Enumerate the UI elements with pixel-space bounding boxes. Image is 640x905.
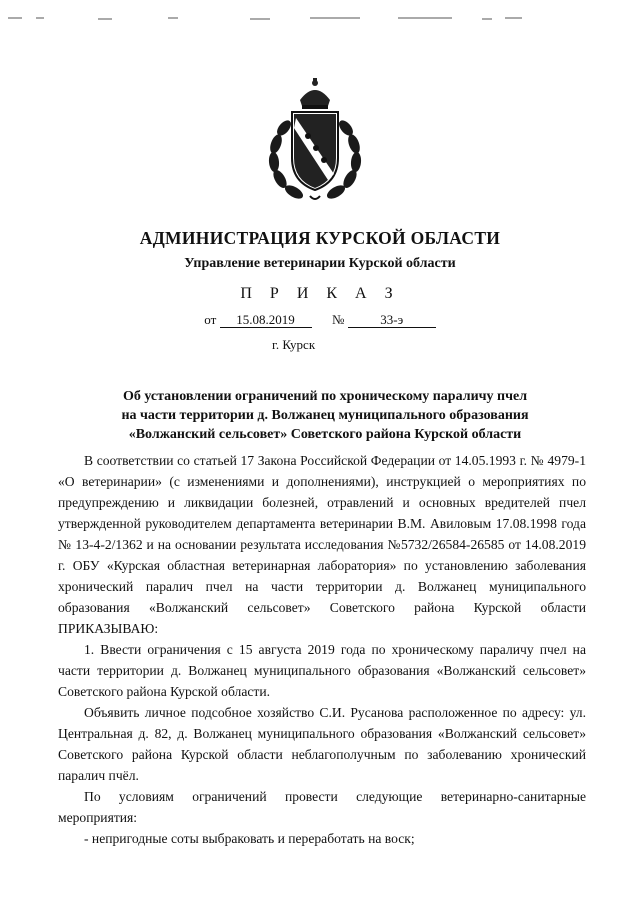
order-date: 15.08.2019 — [220, 312, 312, 328]
document-body — [58, 450, 586, 849]
document-title-line: Об установлении ограничений по хроническому параличу пчел — [122, 389, 528, 404]
paragraph-item-1: 1. Ввести ограничения с 15 августа 2019 года по хроническому параличу пчел на части территории д. Волжанец муниципального образования «Волжанский сельсовет» Советского района Курской области. — [58, 642, 586, 699]
document-type: П Р И К А З — [240, 285, 400, 302]
paragraph-measure-item: - непригодные соты выбраковать и переработать на воск; — [84, 831, 415, 846]
organization-name: АДМИНИСТРАЦИЯ КУРСКОЙ ОБЛАСТИ — [139, 228, 501, 248]
number-sign: № — [332, 312, 345, 327]
order-number: 33-э — [348, 312, 436, 328]
coat-of-arms-emblem — [256, 78, 374, 204]
order-date-number-line — [0, 312, 640, 328]
date-prefix: от — [204, 312, 217, 327]
paragraph-measures: По условиям ограничений провести следующие ветеринарно-санитарные мероприятия: — [58, 789, 586, 825]
document-title-line: на части территории д. Волжанец муниципального образования — [121, 408, 529, 423]
department-name: Управление ветеринарии Курской области — [184, 256, 456, 271]
scan-artifact-line — [0, 14, 640, 22]
document-title-line: «Волжанский сельсовет» Советского района Курской области — [128, 427, 522, 442]
city: г. Курск — [272, 337, 316, 352]
paragraph-preamble: В соответствии со статьей 17 Закона Российской Федерации от 14.05.1993 г. № 4979-1 «О ветеринарии» (с изменениями и дополнениями), инструкцией о мероприятиях по предупреждению и ликвидации болезней, отравлений и основных вредителей пчел утвержденной руководителем департамента ветеринарии В.М. Авиловым 17.08.1998 года № 13-4-2/1362 и на основании результата исследования №5732/26584-26585 от 14.08.2019 г. ОБУ «Курская областная ветеринарная лаборатория» по установлению заболевания хронический паралич пчел на части территории д. Волжанец муниципального образования «Волжанский сельсовет» Советского района Курской области ПРИКАЗЫВАЮ: — [58, 453, 586, 636]
paragraph-declaration: Объявить личное подсобное хозяйство С.И. Русанова расположенное по адресу: ул. Центральная д. 82, д. Волжанец муниципального образования «Волжанский сельсовет» Советского района Курской области неблагополучным по заболеванию хронический паралич пчёл. — [58, 705, 586, 783]
